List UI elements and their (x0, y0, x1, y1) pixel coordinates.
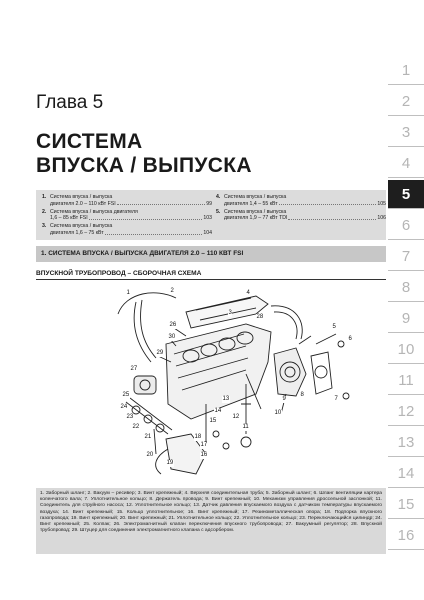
chapter-title-line1: СИСТЕМА (36, 130, 143, 153)
toc-item-3[interactable] (42, 223, 212, 236)
toc-item-page: 105 (377, 200, 386, 207)
callout-13: 13 (222, 396, 230, 402)
tab-chapter-4[interactable]: 4 (388, 149, 424, 178)
callout-2: 2 (170, 288, 174, 294)
subsection-divider (36, 279, 386, 280)
callout-5: 5 (332, 324, 336, 330)
callout-16: 16 (200, 452, 208, 458)
callout-29: 29 (156, 350, 164, 356)
tab-chapter-7[interactable]: 7 (388, 242, 424, 271)
callout-25: 25 (122, 392, 130, 398)
toc-item-5[interactable] (216, 209, 386, 222)
callout-26: 26 (169, 322, 177, 328)
toc-item-title: Система впуска / выпуска (224, 208, 287, 215)
callout-23: 23 (126, 414, 134, 420)
callout-10: 10 (274, 410, 282, 416)
callout-12: 12 (232, 414, 240, 420)
toc-item-title: Система впуска / выпуска двигателя (50, 208, 138, 215)
table-of-contents (36, 190, 386, 240)
subsection-heading: ВПУСКНОЙ ТРУБОПРОВОД – СБОРОЧНАЯ СХЕМА (36, 270, 202, 277)
tab-chapter-5[interactable]: 5 (388, 180, 424, 209)
tab-chapter-6[interactable]: 6 (388, 211, 424, 240)
callout-17: 17 (200, 442, 208, 448)
toc-column-right (216, 194, 386, 223)
toc-item-4[interactable] (216, 194, 386, 207)
chapter-title-line2: ВПУСКА / ВЫПУСКА (36, 154, 252, 177)
tab-chapter-12[interactable]: 12 (388, 397, 424, 426)
toc-item-title: Система впуска / выпуска (224, 194, 287, 200)
toc-item-page: 106 (377, 215, 386, 222)
section-heading-bar (36, 246, 386, 262)
toc-item-number: 4. (216, 194, 221, 200)
callout-21: 21 (144, 434, 152, 440)
callout-18: 18 (194, 434, 202, 440)
section-heading: 1. СИСТЕМА ВПУСКА / ВЫПУСКА ДВИГАТЕЛЯ 2.0 – 110 КВТ FSI (41, 250, 244, 257)
callout-15: 15 (209, 418, 217, 424)
callout-22: 22 (132, 424, 140, 430)
tab-chapter-13[interactable]: 13 (388, 428, 424, 457)
callout-8: 8 (300, 392, 304, 398)
callout-7: 7 (334, 396, 338, 402)
diagram-legend: 1. Заборный шланг; 2. Вакуум – ресивер; 3. Винт крепежный; 4. Верхняя соединительная труба; 5. Заборный шланг; 6. Шланг вентиляции картера коленчатого вала; 7. Уплотнительное кольцо; 8. Держатель провода; 9. Винт крепежный; 10. Механизм управления дроссельной заслонкой; 11. Соединитель для струйного насоса; 12. Уплотнительное кольцо; 13. Датчик давления впускаемого воздуха с датчиком температуры впускаемого воздуха; 14. Винт крепежный; 15. Кольцо уплотнительное; 16. Винт крепежный; 17. Резинометаллическая опора; 18. Подпорка впускного газопровода; 19. Винт крепежный; 20. Винт крепежный; 21. Уплотнительное кольцо; 22. Уплотнительное кольцо; 23. Переключающийся цилиндр; 24. Винт крепежный; 25. Колпак; 26. Электромагнитный клапан переключения впускного трубопровода; 27. Вакуумный регулятор; 28. Впускной трубопровод; 29. Штуцер для соединения электромагнитного клапана с адсорбером. (36, 488, 386, 554)
diagram-drawing (96, 284, 386, 484)
tab-chapter-10[interactable]: 10 (388, 335, 424, 364)
toc-column-left (42, 194, 212, 238)
tab-chapter-1[interactable]: 1 (388, 56, 424, 85)
toc-item-number: 3. (42, 223, 47, 230)
tab-chapter-8[interactable]: 8 (388, 273, 424, 302)
callout-30: 30 (168, 334, 176, 340)
toc-item-title: Система впуска / выпуска (50, 223, 113, 230)
tab-chapter-15[interactable]: 15 (388, 490, 424, 519)
toc-item-number: 5. (216, 208, 221, 215)
callout-28: 28 (256, 314, 264, 320)
toc-item-page: 99 (206, 200, 212, 207)
callout-3: 3 (228, 310, 232, 316)
callout-9: 9 (282, 396, 286, 402)
callout-14: 14 (214, 408, 222, 414)
callout-27: 27 (130, 366, 138, 372)
toc-item-2[interactable] (42, 209, 212, 222)
tab-chapter-16[interactable]: 16 (388, 521, 424, 550)
callout-6: 6 (348, 336, 352, 342)
chapter-title (36, 130, 252, 178)
toc-item-subtitle: двигателя 1,4 – 55 кВт (224, 200, 278, 207)
toc-item-subtitle: 1,6 – 85 кВт FSI (50, 215, 88, 222)
callout-1: 1 (126, 290, 130, 296)
callout-19: 19 (166, 460, 174, 466)
toc-item-number: 1. (42, 194, 47, 200)
toc-item-1[interactable] (42, 194, 212, 207)
tab-chapter-14[interactable]: 14 (388, 459, 424, 488)
toc-item-page: 104 (203, 229, 212, 236)
tab-chapter-3[interactable]: 3 (388, 118, 424, 147)
toc-item-page: 103 (203, 215, 212, 222)
callout-24: 24 (120, 404, 128, 410)
tab-chapter-11[interactable]: 11 (388, 366, 424, 395)
toc-item-number: 2. (42, 208, 47, 215)
toc-item-subtitle: двигателя 1,9 – 77 кВт TDI (224, 215, 288, 222)
toc-item-subtitle: двигателя 2.0 – 110 кВт FSI (50, 200, 116, 207)
tab-chapter-9[interactable]: 9 (388, 304, 424, 333)
chapter-label: Глава 5 (36, 92, 104, 113)
toc-item-subtitle: двигателя 1,6 – 75 кВт (50, 229, 104, 236)
intake-manifold-diagram (96, 284, 386, 484)
callout-4: 4 (246, 290, 250, 296)
tab-chapter-2[interactable]: 2 (388, 87, 424, 116)
toc-item-title: Система впуска / выпуска (50, 194, 113, 200)
callout-11: 11 (242, 424, 249, 430)
callout-20: 20 (146, 452, 154, 458)
